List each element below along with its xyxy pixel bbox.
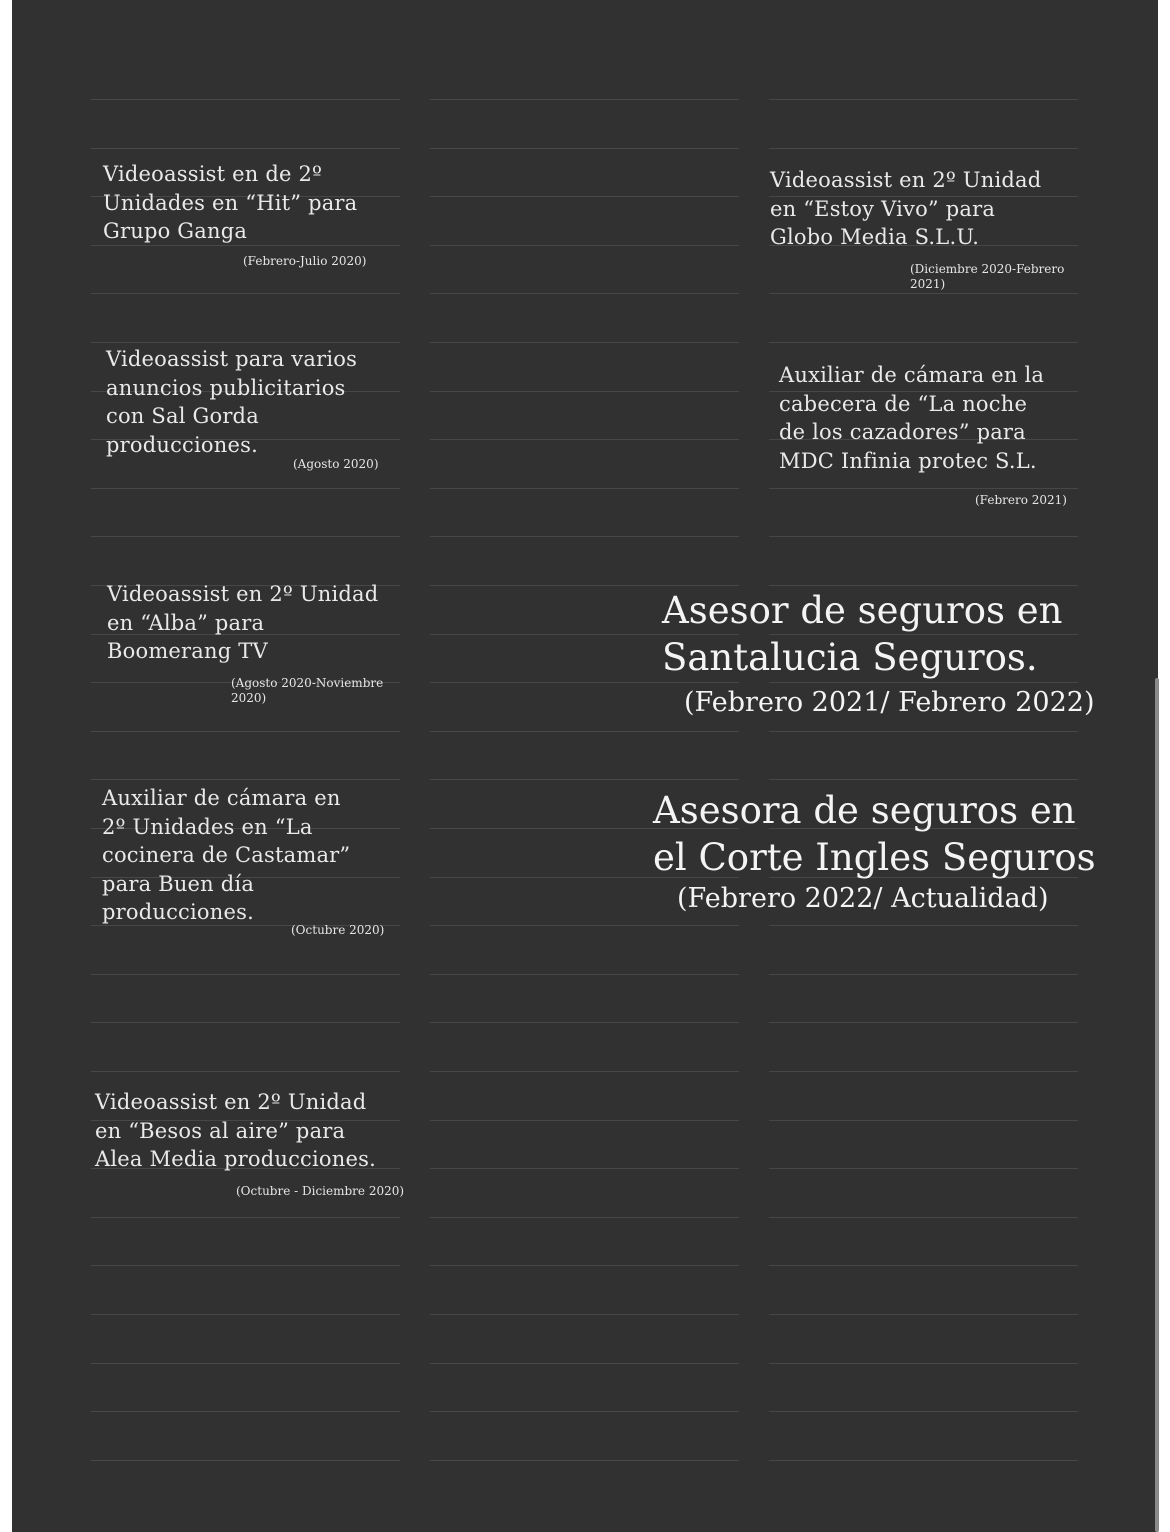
ruled-line (769, 1120, 1078, 1121)
job-highlight-corte-ingles (653, 787, 1096, 914)
job-entry-alba (107, 580, 384, 705)
job-title: Videoassist en 2º Unidad en “Alba” para Boomerang TV (107, 582, 379, 663)
job-date: (Octubre - Diciembre 2020) (236, 1184, 405, 1198)
ruled-line (430, 342, 739, 343)
ruled-line (430, 1071, 739, 1072)
ruled-line (430, 245, 739, 246)
ruled-line (91, 148, 400, 149)
ruled-line (430, 488, 739, 489)
job-date: (Febrero 2021/ Febrero 2022) (684, 687, 1095, 718)
ruled-line (430, 1022, 739, 1023)
scrollbar[interactable] (1155, 678, 1159, 1532)
job-title: Asesor de seguros en Santalucia Seguros. (662, 589, 1063, 679)
ruled-line (769, 1460, 1078, 1461)
ruled-line (91, 1071, 400, 1072)
job-title: Asesora de seguros en el Corte Ingles Seguros (653, 789, 1096, 879)
ruled-line (91, 1022, 400, 1023)
ruled-line (91, 1265, 400, 1266)
ruled-line (430, 1411, 739, 1412)
ruled-line (769, 293, 1078, 294)
ruled-line (430, 731, 739, 732)
job-title: Videoassist en de 2º Unidades en “Hit” para Grupo Ganga (103, 162, 358, 243)
ruled-line (769, 925, 1078, 926)
ruled-line (430, 196, 739, 197)
ruled-line (91, 1411, 400, 1412)
ruled-line (769, 682, 1078, 683)
ruled-line (769, 779, 1078, 780)
job-entry-la-noche (779, 361, 1067, 507)
ruled-line (91, 779, 400, 780)
ruled-line (769, 1071, 1078, 1072)
ruled-line (769, 1022, 1078, 1023)
ruled-line (91, 731, 400, 732)
ruled-line (430, 293, 739, 294)
ruled-line (769, 1265, 1078, 1266)
job-title: Auxiliar de cámara en 2º Unidades en “La cocinera de Castamar” para Buen día producciones. (102, 786, 351, 924)
ruled-line (430, 391, 739, 392)
ruled-line (769, 148, 1078, 149)
ruled-line (91, 974, 400, 975)
job-entry-hit (103, 160, 367, 268)
job-title: Videoassist para varios anuncios publicitarios con Sal Gorda producciones. (106, 347, 358, 457)
ruled-line (430, 585, 739, 586)
ruled-line (430, 682, 739, 683)
job-highlight-santalucia (662, 587, 1095, 718)
ruled-line (91, 1217, 400, 1218)
ruled-line (769, 1411, 1078, 1412)
ruled-line (430, 925, 739, 926)
job-date: (Febrero-Julio 2020) (243, 254, 367, 268)
ruled-line (91, 488, 400, 489)
ruled-line (91, 342, 400, 343)
ruled-line (430, 1460, 739, 1461)
ruled-line (769, 974, 1078, 975)
document-page (12, 0, 1158, 1532)
ruled-line (430, 148, 739, 149)
job-date: (Agosto 2020-Noviembre 2020) (231, 676, 384, 705)
job-entry-sal-gorda (106, 345, 379, 471)
ruled-line (91, 293, 400, 294)
ruled-line (91, 1363, 400, 1364)
job-entry-estoy-vivo (770, 166, 1065, 291)
ruled-line (430, 439, 739, 440)
job-title: Auxiliar de cámara en la cabecera de “La noche de los cazadores” para MDC Infinia protec S.L. (779, 363, 1045, 473)
ruled-line (769, 1314, 1078, 1315)
ruled-line (91, 99, 400, 100)
ruled-line (769, 731, 1078, 732)
ruled-line (769, 1363, 1078, 1364)
job-date: (Diciembre 2020-Febrero 2021) (910, 262, 1065, 291)
ruled-line (430, 1363, 739, 1364)
job-date: (Agosto 2020) (293, 457, 379, 471)
ruled-line (769, 488, 1078, 489)
job-date: (Febrero 2022/ Actualidad) (677, 883, 1049, 914)
job-title: Videoassist en 2º Unidad en “Besos al aire” para Alea Media producciones. (95, 1090, 376, 1171)
ruled-line (430, 779, 739, 780)
ruled-line (430, 974, 739, 975)
ruled-line (769, 1168, 1078, 1169)
ruled-line (769, 536, 1078, 537)
job-date: (Octubre 2020) (291, 923, 385, 937)
ruled-line (430, 1265, 739, 1266)
ruled-line (91, 536, 400, 537)
ruled-line (769, 585, 1078, 586)
job-entry-besos-al-aire (95, 1088, 405, 1198)
ruled-line (430, 1168, 739, 1169)
ruled-line (430, 1217, 739, 1218)
ruled-line (769, 1217, 1078, 1218)
ruled-line (430, 1120, 739, 1121)
job-entry-castamar (102, 784, 385, 937)
ruled-line (430, 1314, 739, 1315)
ruled-line (430, 99, 739, 100)
ruled-line (430, 536, 739, 537)
ruled-line (769, 99, 1078, 100)
ruled-line (91, 1314, 400, 1315)
ruled-line (769, 342, 1078, 343)
job-date: (Febrero 2021) (975, 493, 1067, 507)
job-title: Videoassist en 2º Unidad en “Estoy Vivo” para Globo Media S.L.U. (770, 168, 1042, 249)
ruled-line (91, 1460, 400, 1461)
